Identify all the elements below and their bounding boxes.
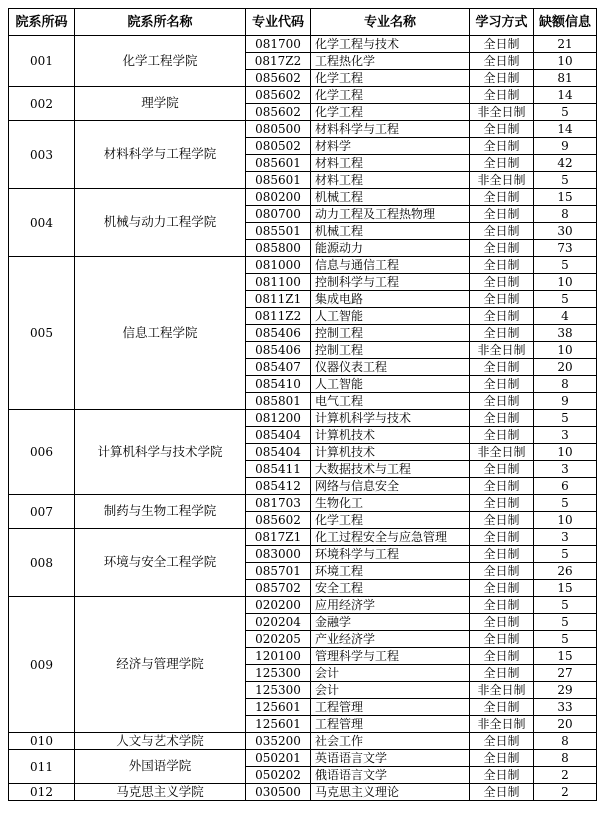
major-name-cell: 材料学 (311, 138, 470, 155)
study-mode-cell: 全日制 (470, 597, 534, 614)
table-row (9, 597, 597, 614)
study-mode-cell: 全日制 (470, 665, 534, 682)
major-code-cell: 080700 (246, 206, 311, 223)
major-name-cell: 控制科学与工程 (311, 274, 470, 291)
major-name-cell: 控制工程 (311, 342, 470, 359)
major-name-cell: 计算机科学与技术 (311, 410, 470, 427)
study-mode-cell: 全日制 (470, 257, 534, 274)
study-mode-cell: 非全日制 (470, 444, 534, 461)
vacancy-cell: 38 (534, 325, 597, 342)
major-name-cell: 生物化工 (311, 495, 470, 512)
vacancy-cell: 5 (534, 614, 597, 631)
major-name-cell: 工程管理 (311, 716, 470, 733)
study-mode-cell: 全日制 (470, 274, 534, 291)
major-code-cell: 085411 (246, 461, 311, 478)
vacancy-cell: 5 (534, 257, 597, 274)
major-name-cell: 会计 (311, 682, 470, 699)
table-header (9, 9, 597, 36)
major-code-cell: 085602 (246, 70, 311, 87)
study-mode-cell: 全日制 (470, 563, 534, 580)
study-mode-cell: 非全日制 (470, 172, 534, 189)
major-code-cell: 085601 (246, 155, 311, 172)
dept-name-cell: 外国语学院 (75, 750, 246, 784)
dept-name-cell: 经济与管理学院 (75, 597, 246, 733)
major-code-cell: 035200 (246, 733, 311, 750)
vacancy-cell: 3 (534, 461, 597, 478)
table-row (9, 784, 597, 801)
dept-name-cell: 计算机科学与技术学院 (75, 410, 246, 495)
major-name-cell: 社会工作 (311, 733, 470, 750)
major-code-cell: 085800 (246, 240, 311, 257)
table-row (9, 189, 597, 206)
table-row (9, 529, 597, 546)
study-mode-cell: 全日制 (470, 648, 534, 665)
vacancy-cell: 10 (534, 342, 597, 359)
major-name-cell: 材料工程 (311, 172, 470, 189)
major-code-cell: 125300 (246, 682, 311, 699)
study-mode-cell: 全日制 (470, 359, 534, 376)
major-code-cell: 020205 (246, 631, 311, 648)
major-code-cell: 085407 (246, 359, 311, 376)
major-code-cell: 081100 (246, 274, 311, 291)
major-name-cell: 英语语言文学 (311, 750, 470, 767)
dept-name-cell: 信息工程学院 (75, 257, 246, 410)
table-row (9, 87, 597, 104)
major-name-cell: 电气工程 (311, 393, 470, 410)
study-mode-cell: 全日制 (470, 189, 534, 206)
vacancy-cell: 14 (534, 87, 597, 104)
major-name-cell: 能源动力 (311, 240, 470, 257)
study-mode-cell: 全日制 (470, 614, 534, 631)
major-name-cell: 环境科学与工程 (311, 546, 470, 563)
study-mode-cell: 全日制 (470, 427, 534, 444)
major-code-cell: 081703 (246, 495, 311, 512)
vacancy-cell: 5 (534, 597, 597, 614)
header-dept-code: 院系所码 (9, 9, 75, 36)
vacancy-cell: 73 (534, 240, 597, 257)
vacancy-cell: 10 (534, 274, 597, 291)
header-major-code: 专业代码 (246, 9, 311, 36)
study-mode-cell: 全日制 (470, 495, 534, 512)
study-mode-cell: 全日制 (470, 784, 534, 801)
dept-name-cell: 马克思主义学院 (75, 784, 246, 801)
major-code-cell: 085801 (246, 393, 311, 410)
major-name-cell: 产业经济学 (311, 631, 470, 648)
major-name-cell: 工程热化学 (311, 53, 470, 70)
major-name-cell: 计算机技术 (311, 427, 470, 444)
vacancy-cell: 29 (534, 682, 597, 699)
dept-code-cell: 002 (9, 87, 75, 121)
table-row (9, 36, 597, 53)
major-name-cell: 控制工程 (311, 325, 470, 342)
major-name-cell: 俄语语言文学 (311, 767, 470, 784)
major-code-cell: 0817Z1 (246, 529, 311, 546)
dept-code-cell: 003 (9, 121, 75, 189)
vacancy-cell: 20 (534, 359, 597, 376)
major-code-cell: 085412 (246, 478, 311, 495)
major-code-cell: 081200 (246, 410, 311, 427)
study-mode-cell: 全日制 (470, 410, 534, 427)
study-mode-cell: 全日制 (470, 376, 534, 393)
vacancy-cell: 8 (534, 733, 597, 750)
table-body (9, 36, 597, 801)
major-code-cell: 085406 (246, 325, 311, 342)
table-row (9, 495, 597, 512)
vacancy-cell: 4 (534, 308, 597, 325)
study-mode-cell: 非全日制 (470, 716, 534, 733)
major-code-cell: 085601 (246, 172, 311, 189)
vacancy-cell: 15 (534, 189, 597, 206)
major-code-cell: 0811Z2 (246, 308, 311, 325)
header-study-mode: 学习方式 (470, 9, 534, 36)
study-mode-cell: 全日制 (470, 478, 534, 495)
study-mode-cell: 全日制 (470, 240, 534, 257)
study-mode-cell: 全日制 (470, 223, 534, 240)
major-code-cell: 085410 (246, 376, 311, 393)
vacancy-cell: 3 (534, 427, 597, 444)
major-code-cell: 020204 (246, 614, 311, 631)
major-code-cell: 085702 (246, 580, 311, 597)
vacancy-cell: 10 (534, 444, 597, 461)
major-name-cell: 人工智能 (311, 308, 470, 325)
major-name-cell: 集成电路 (311, 291, 470, 308)
dept-code-cell: 005 (9, 257, 75, 410)
major-name-cell: 材料工程 (311, 155, 470, 172)
major-code-cell: 085701 (246, 563, 311, 580)
major-name-cell: 化学工程 (311, 87, 470, 104)
study-mode-cell: 非全日制 (470, 682, 534, 699)
vacancy-cell: 6 (534, 478, 597, 495)
vacancy-cell: 5 (534, 631, 597, 648)
study-mode-cell: 全日制 (470, 461, 534, 478)
vacancy-cell: 2 (534, 767, 597, 784)
major-name-cell: 材料科学与工程 (311, 121, 470, 138)
major-name-cell: 金融学 (311, 614, 470, 631)
study-mode-cell: 全日制 (470, 529, 534, 546)
major-code-cell: 085404 (246, 444, 311, 461)
vacancy-cell: 5 (534, 546, 597, 563)
dept-name-cell: 化学工程学院 (75, 36, 246, 87)
dept-code-cell: 007 (9, 495, 75, 529)
study-mode-cell: 全日制 (470, 121, 534, 138)
vacancy-cell: 9 (534, 138, 597, 155)
study-mode-cell: 全日制 (470, 206, 534, 223)
vacancy-table (8, 8, 597, 801)
vacancy-cell: 8 (534, 206, 597, 223)
header-dept-name: 院系所名称 (75, 9, 246, 36)
header-major-name: 专业名称 (311, 9, 470, 36)
table-row (9, 750, 597, 767)
study-mode-cell: 全日制 (470, 546, 534, 563)
vacancy-cell: 10 (534, 512, 597, 529)
table-row (9, 121, 597, 138)
vacancy-cell: 10 (534, 53, 597, 70)
dept-code-cell: 009 (9, 597, 75, 733)
study-mode-cell: 全日制 (470, 138, 534, 155)
vacancy-cell: 14 (534, 121, 597, 138)
major-code-cell: 085602 (246, 87, 311, 104)
major-name-cell: 信息与通信工程 (311, 257, 470, 274)
vacancy-cell: 30 (534, 223, 597, 240)
vacancy-cell: 15 (534, 648, 597, 665)
major-name-cell: 应用经济学 (311, 597, 470, 614)
study-mode-cell: 全日制 (470, 155, 534, 172)
dept-code-cell: 010 (9, 733, 75, 750)
major-code-cell: 050202 (246, 767, 311, 784)
vacancy-cell: 33 (534, 699, 597, 716)
dept-code-cell: 011 (9, 750, 75, 784)
dept-name-cell: 机械与动力工程学院 (75, 189, 246, 257)
header-vacancy: 缺额信息 (534, 9, 597, 36)
major-code-cell: 085501 (246, 223, 311, 240)
major-name-cell: 马克思主义理论 (311, 784, 470, 801)
vacancy-cell: 5 (534, 104, 597, 121)
major-name-cell: 机械工程 (311, 189, 470, 206)
major-code-cell: 083000 (246, 546, 311, 563)
vacancy-cell: 20 (534, 716, 597, 733)
major-name-cell: 安全工程 (311, 580, 470, 597)
study-mode-cell: 全日制 (470, 750, 534, 767)
dept-code-cell: 006 (9, 410, 75, 495)
major-name-cell: 化学工程 (311, 512, 470, 529)
major-name-cell: 管理科学与工程 (311, 648, 470, 665)
study-mode-cell: 全日制 (470, 733, 534, 750)
major-code-cell: 050201 (246, 750, 311, 767)
study-mode-cell: 全日制 (470, 291, 534, 308)
study-mode-cell: 全日制 (470, 308, 534, 325)
study-mode-cell: 全日制 (470, 512, 534, 529)
major-name-cell: 化学工程与技术 (311, 36, 470, 53)
major-name-cell: 网络与信息安全 (311, 478, 470, 495)
major-name-cell: 化学工程 (311, 104, 470, 121)
dept-code-cell: 004 (9, 189, 75, 257)
study-mode-cell: 全日制 (470, 87, 534, 104)
major-code-cell: 030500 (246, 784, 311, 801)
vacancy-cell: 5 (534, 410, 597, 427)
study-mode-cell: 非全日制 (470, 104, 534, 121)
table-row (9, 733, 597, 750)
major-code-cell: 085406 (246, 342, 311, 359)
vacancy-cell: 5 (534, 495, 597, 512)
major-code-cell: 085404 (246, 427, 311, 444)
major-name-cell: 计算机技术 (311, 444, 470, 461)
major-code-cell: 080502 (246, 138, 311, 155)
major-code-cell: 080200 (246, 189, 311, 206)
dept-name-cell: 材料科学与工程学院 (75, 121, 246, 189)
dept-name-cell: 理学院 (75, 87, 246, 121)
major-name-cell: 会计 (311, 665, 470, 682)
study-mode-cell: 全日制 (470, 325, 534, 342)
major-code-cell: 085602 (246, 512, 311, 529)
major-name-cell: 工程管理 (311, 699, 470, 716)
major-name-cell: 化学工程 (311, 70, 470, 87)
table-row (9, 410, 597, 427)
major-name-cell: 大数据技术与工程 (311, 461, 470, 478)
study-mode-cell: 全日制 (470, 70, 534, 87)
vacancy-cell: 2 (534, 784, 597, 801)
study-mode-cell: 全日制 (470, 53, 534, 70)
study-mode-cell: 非全日制 (470, 342, 534, 359)
study-mode-cell: 全日制 (470, 699, 534, 716)
major-code-cell: 085602 (246, 104, 311, 121)
vacancy-cell: 15 (534, 580, 597, 597)
study-mode-cell: 全日制 (470, 580, 534, 597)
vacancy-cell: 27 (534, 665, 597, 682)
vacancy-cell: 8 (534, 376, 597, 393)
study-mode-cell: 全日制 (470, 767, 534, 784)
vacancy-cell: 5 (534, 291, 597, 308)
vacancy-cell: 42 (534, 155, 597, 172)
dept-name-cell: 人文与艺术学院 (75, 733, 246, 750)
vacancy-cell: 8 (534, 750, 597, 767)
major-code-cell: 125601 (246, 699, 311, 716)
header-row (9, 9, 597, 36)
dept-code-cell: 001 (9, 36, 75, 87)
vacancy-cell: 81 (534, 70, 597, 87)
study-mode-cell: 全日制 (470, 393, 534, 410)
vacancy-cell: 26 (534, 563, 597, 580)
vacancy-cell: 3 (534, 529, 597, 546)
dept-code-cell: 012 (9, 784, 75, 801)
major-name-cell: 机械工程 (311, 223, 470, 240)
major-code-cell: 080500 (246, 121, 311, 138)
major-code-cell: 081700 (246, 36, 311, 53)
table-row (9, 257, 597, 274)
study-mode-cell: 全日制 (470, 631, 534, 648)
major-name-cell: 化工过程安全与应急管理 (311, 529, 470, 546)
vacancy-cell: 9 (534, 393, 597, 410)
major-code-cell: 081000 (246, 257, 311, 274)
major-code-cell: 125300 (246, 665, 311, 682)
major-code-cell: 020200 (246, 597, 311, 614)
major-name-cell: 仪器仪表工程 (311, 359, 470, 376)
vacancy-cell: 21 (534, 36, 597, 53)
major-code-cell: 125601 (246, 716, 311, 733)
major-name-cell: 人工智能 (311, 376, 470, 393)
dept-name-cell: 制药与生物工程学院 (75, 495, 246, 529)
major-code-cell: 120100 (246, 648, 311, 665)
major-name-cell: 动力工程及工程热物理 (311, 206, 470, 223)
dept-code-cell: 008 (9, 529, 75, 597)
major-code-cell: 0811Z1 (246, 291, 311, 308)
vacancy-cell: 5 (534, 172, 597, 189)
major-name-cell: 环境工程 (311, 563, 470, 580)
major-code-cell: 0817Z2 (246, 53, 311, 70)
study-mode-cell: 全日制 (470, 36, 534, 53)
dept-name-cell: 环境与安全工程学院 (75, 529, 246, 597)
